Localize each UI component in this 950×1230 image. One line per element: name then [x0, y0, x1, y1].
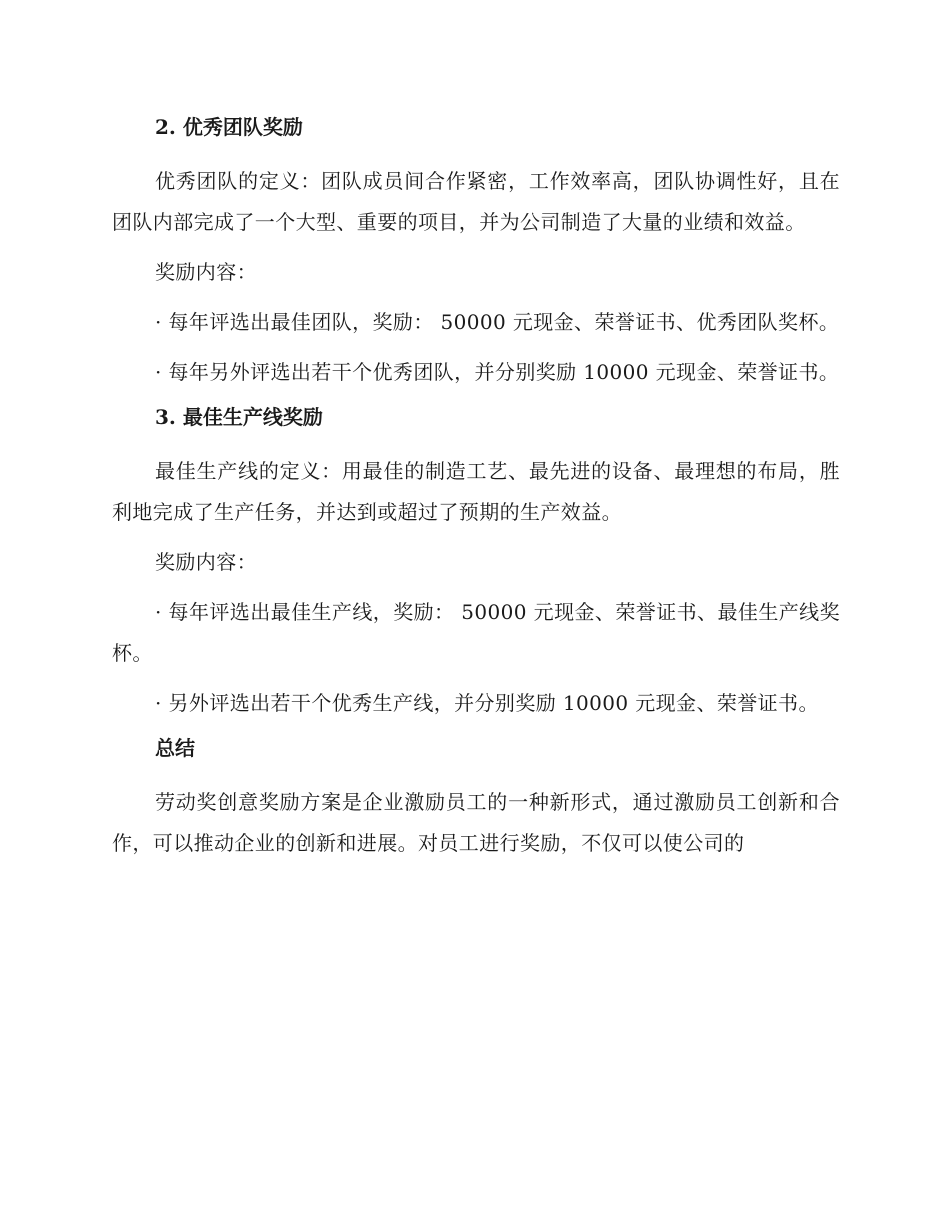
section-heading: 总结 — [155, 736, 195, 760]
paragraph-bullet: · 另外评选出若干个优秀生产线，并分别奖励 10000 元现金、荣誉证书。 — [155, 691, 819, 715]
section-production-line-award — [112, 402, 840, 724]
paragraph-summary: 劳动奖创意奖励方案是企业激励员工的一种新形式，通过激励员工创新和合作，可以推动企业的创新和进展。对员工进行奖励，不仅可以使公司的 — [112, 790, 840, 855]
paragraph-reward-label: 奖励内容： — [155, 260, 257, 284]
section-summary — [112, 733, 840, 864]
paragraph-reward-label: 奖励内容： — [155, 550, 257, 574]
paragraph-definition: 最佳生产线的定义：用最佳的制造工艺、最先进的设备、最理想的布局，胜利地完成了生产任务，并达到或超过了预期的生产效益。 — [112, 459, 840, 524]
paragraph-bullet: · 每年评选出最佳团队，奖励： 50000 元现金、荣誉证书、优秀团队奖杯。 — [155, 310, 840, 334]
paragraph-definition: 优秀团队的定义：团队成员间合作紧密，工作效率高，团队协调性好，且在团队内部完成了一个大型、重要的项目，并为公司制造了大量的业绩和效益。 — [112, 169, 840, 234]
document-body — [112, 112, 840, 873]
section-team-award — [112, 112, 840, 393]
section-heading: 2. 优秀团队奖励 — [155, 115, 303, 139]
section-heading: 3. 最佳生产线奖励 — [155, 405, 323, 429]
paragraph-bullet: · 每年评选出最佳生产线，奖励： 50000 元现金、荣誉证书、最佳生产线奖杯。 — [112, 600, 840, 665]
paragraph-bullet: · 每年另外评选出若干个优秀团队，并分别奖励 10000 元现金、荣誉证书。 — [155, 360, 840, 384]
